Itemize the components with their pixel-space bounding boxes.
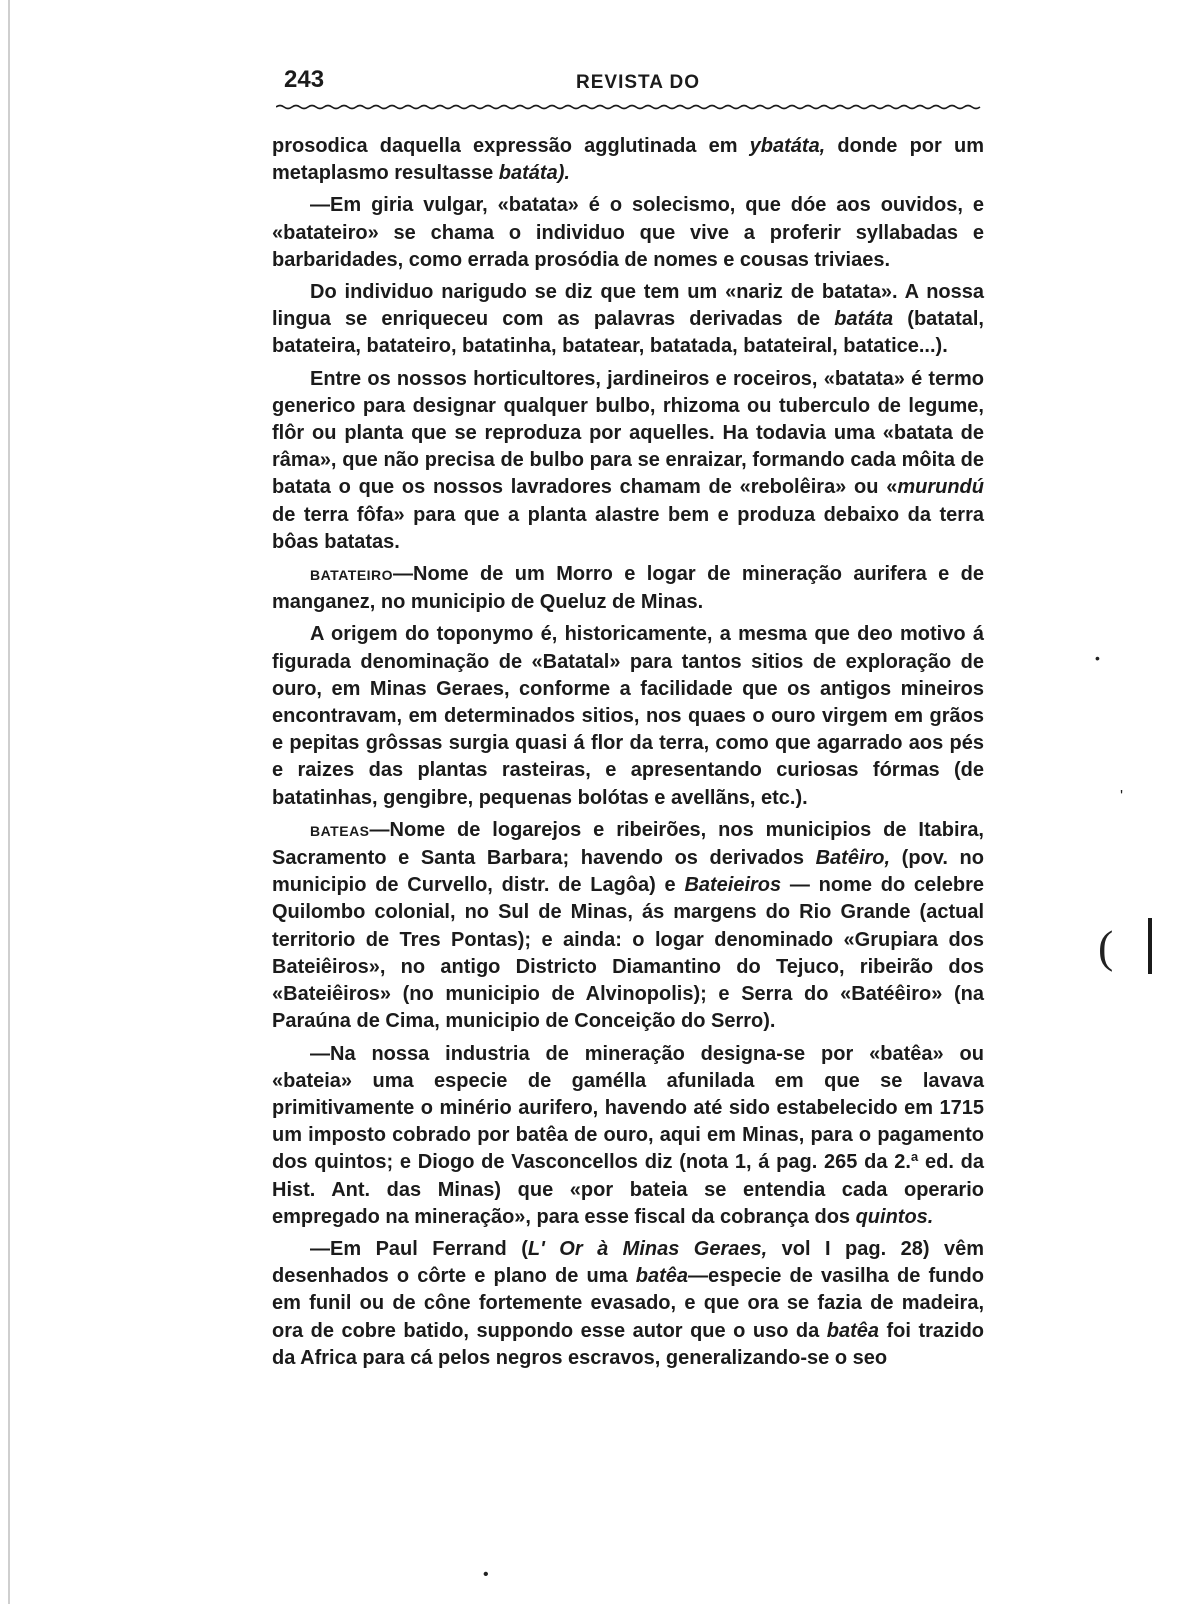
text-run: A origem do toponymo é, historicamente, a mesma que deo motivo á figurada denominação de «Batatal» para tantos sitios de exploração de ouro, em Minas Geraes, conforme a facilidade que os antigos mineiros encontravam, em determinados sitios, nos quaes o ouro virgem em grãos e pepitas grôssas surgia quasi á flor da terra, como que agarrado aos pés e raizes das plantas rasteiras, e apresentando curiosas fórmas (de batatinhas, gengibre, pequenas bolótas e avellãns, etc.). xyxy=(272,623,984,809)
italic-term: batáta). xyxy=(498,162,570,185)
text-run: —Nome de logarejos e ribeirões, nos municipios de Itabira, Sacramento e Santa Barbara; havendo os derivados xyxy=(272,818,984,870)
paragraph xyxy=(272,1236,984,1372)
paragraph xyxy=(272,817,984,1036)
text-run: donde por um metaplasmo resultasse xyxy=(272,135,984,185)
italic-term: ybatáta, xyxy=(749,135,826,157)
text-run: prosodica daquella expressão agglutinada em xyxy=(272,135,750,157)
margin-bracket: ( xyxy=(1098,921,1114,972)
text-run: foi trazido da Africa para cá pelos negros escravos, generalizando-se o seo xyxy=(272,1319,985,1369)
page-header xyxy=(276,64,982,104)
text-run: vol I pag. 28) vêm desenhados o côrte e plano de uma xyxy=(272,1237,984,1288)
entry-headword: BATATEIRO xyxy=(310,567,394,584)
header-wavy-rule xyxy=(276,104,982,110)
text-run: (batatal, batateira, batateiro, batatinha, batatear, batatada, batateiral, batatice...). xyxy=(272,308,984,358)
italic-term: batáta xyxy=(834,308,894,331)
text-run: —Em giria vulgar, «batata» é o solecismo, que dóe aos ouvidos, e «batateiro» se chama o individuo que vive a proferir syllabadas e barbaridades, como errada prosódia de nomes e cousas triviaes. xyxy=(272,194,984,271)
text-run: — nome do celebre Quilombo colonial, no Sul de Minas, ás margens do Rio Grande (actual territorio de Tres Pontas); e ainda: o logar denominado «Grupiara dos Bateiêiros», no antigo Districto Diamantino do Tejuco, ribeirão dos «Bateiêiros» (no municipio de Alvinopolis); e Serra do «Batéêiro» (na Paraúna de Cima, municipio de Conceição do Serro). xyxy=(272,874,984,1033)
text-run: —Nome de um Morro e logar de mineração aurifera e de manganez, no municipio de Queluz de Minas. xyxy=(272,563,984,614)
article-body xyxy=(272,133,984,1377)
italic-term: quintos. xyxy=(855,1205,934,1228)
paragraph xyxy=(272,279,984,361)
paragraph xyxy=(272,1041,984,1231)
running-head: REVISTA DO xyxy=(576,72,701,93)
text-run: —Na nossa industria de mineração designa-se por «batêa» ou «bateia» uma especie de gamélla afunilada em que se lavava primitivamente o minério aurifero, havendo até sido estabelecido em 1715 um imposto cobrado por batêa de ouro, aqui em Minas, para o pagamento dos quintos; e Diogo de Vasconcellos diz (nota 1, á pag. 265 da 2.ª ed. da Hist. Ant. das Minas) que «por bateia se entendia cada operario empregado na mineração», para esse fiscal da cobrança dos xyxy=(272,1042,984,1228)
paragraph xyxy=(272,366,984,556)
paragraph xyxy=(272,561,984,616)
margin-bar xyxy=(1148,918,1152,974)
entry-headword: BATEAS xyxy=(310,822,370,839)
paragraph xyxy=(272,192,984,274)
page-number: 243 xyxy=(284,66,325,93)
italic-term: Bateieiros xyxy=(684,874,782,897)
text-run: (pov. no municipio de Curvello, distr. de Lagôa) e xyxy=(272,847,984,897)
bottom-dot: • xyxy=(483,1566,489,1583)
italic-term: Batêiro, xyxy=(815,847,891,870)
text-run: —especie de vasilha de fundo em funil ou de cône fortemente evasado, e que ora se fazia de madeira, ora de cobre batido, suppondo esse autor que o uso da xyxy=(272,1265,984,1342)
scan-edge xyxy=(0,0,10,1604)
margin-dot: • xyxy=(1095,650,1100,666)
italic-term: L' Or à Minas Geraes, xyxy=(527,1237,768,1260)
text-run: de terra fôfa» para que a planta alastre bem e produza debaixo da terra bôas batatas. xyxy=(272,503,984,553)
text-run: —Em Paul Ferrand ( xyxy=(310,1237,528,1260)
paragraph xyxy=(272,133,984,187)
italic-term: batêa xyxy=(826,1319,880,1342)
text-run: Do individuo narigudo se diz que tem um «nariz de batata». A nossa lingua se enriqueceu com as palavras derivadas de xyxy=(272,281,984,331)
italic-term: murundú xyxy=(897,476,984,499)
text-run: Entre os nossos horticultores, jardineiros e roceiros, «batata» é termo generico para designar qualquer bulbo, rhizoma ou tuberculo de legume, flôr ou planta que se reproduza por aquelles. Ha todavia uma «batata de râma», que não precisa de bulbo para se enraizar, formando cada môita de batata o que os nossos lavradores chamam de «rebolêira» ou « xyxy=(272,367,984,499)
italic-term: batêa xyxy=(635,1265,688,1288)
paragraph xyxy=(272,621,984,811)
margin-tick: ' xyxy=(1120,788,1124,805)
